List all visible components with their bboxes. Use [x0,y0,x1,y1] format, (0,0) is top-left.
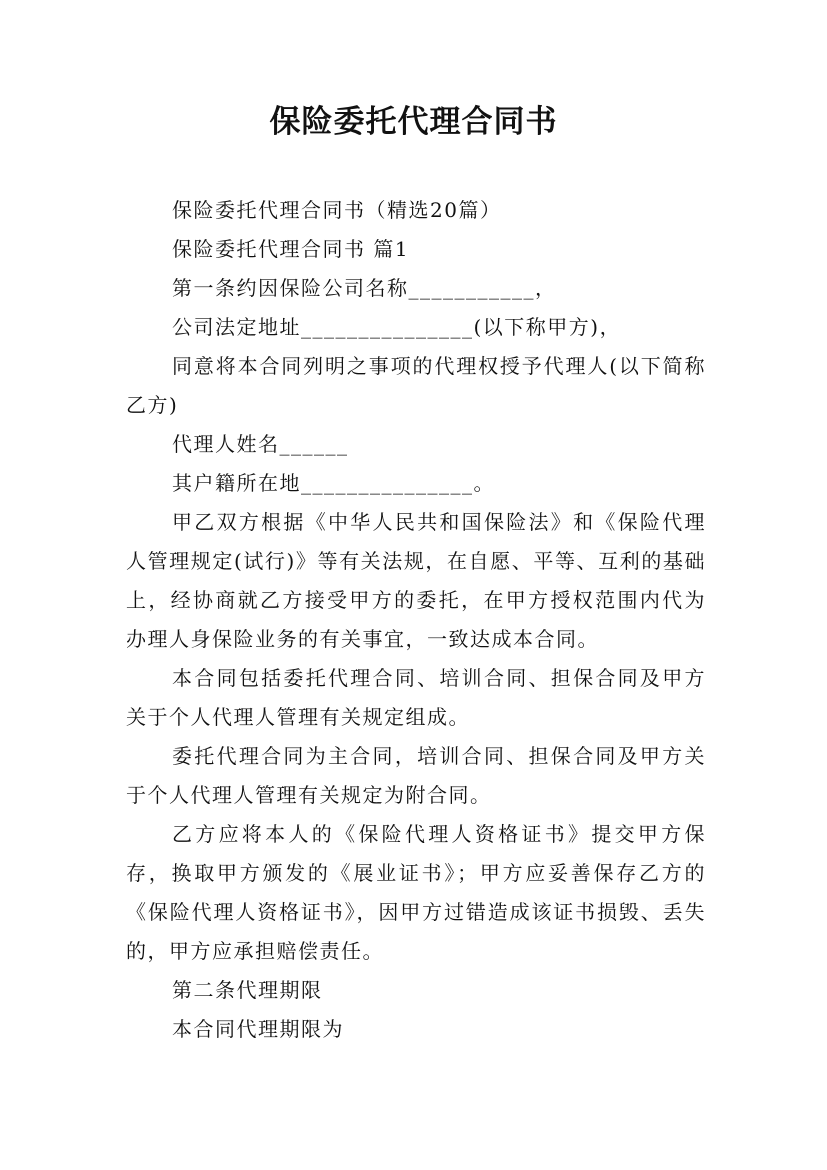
paragraph-agent-name: 代理人姓名______ [172,432,349,456]
paragraph-contract-composition: 本合同包括委托代理合同、培训合同、担保合同及甲方关于个人代理人管理有关规定组成。 [126,666,706,729]
document-body [126,191,706,1049]
paragraph-article-1-company-name: 第一条约因保险公司名称___________， [172,276,557,300]
document-title: 保险委托代理合同书 [269,104,558,140]
paragraph-authorization: 同意将本合同列明之事项的代理权授予代理人(以下简称乙方) [126,354,706,417]
paragraph-main-contract: 委托代理合同为主合同，培训合同、担保合同及甲方关于个人代理人管理有关规定为附合同。 [126,744,706,807]
paragraph-agency-term: 本合同代理期限为 [172,1017,344,1041]
paragraph-company-address: 公司法定地址_______________(以下称甲方)， [172,315,622,339]
paragraph-certificate: 乙方应将本人的《保险代理人资格证书》提交甲方保存，换取甲方颁发的《展业证书》；甲方应妥善保存乙方的《保险代理人资格证书》，因甲方过错造成该证书损毁、丢失的，甲方应承担赔偿责任。 [126,822,706,963]
paragraph-legal-basis: 甲乙双方根据《中华人民共和国保险法》和《保险代理人管理规定(试行)》等有关法规，在自愿、平等、互利的基础上，经协商就乙方接受甲方的委托，在甲方授权范围内代为办理人身保险业务的有关事宜，一致达成本合同。 [126,510,706,651]
paragraph-subtitle: 保险委托代理合同书（精选20篇） [172,198,502,222]
paragraph-article-2-heading: 第二条代理期限 [172,978,323,1002]
paragraph-section-heading: 保险委托代理合同书 篇1 [172,237,410,261]
paragraph-household-registration: 其户籍所在地_______________。 [172,471,495,495]
